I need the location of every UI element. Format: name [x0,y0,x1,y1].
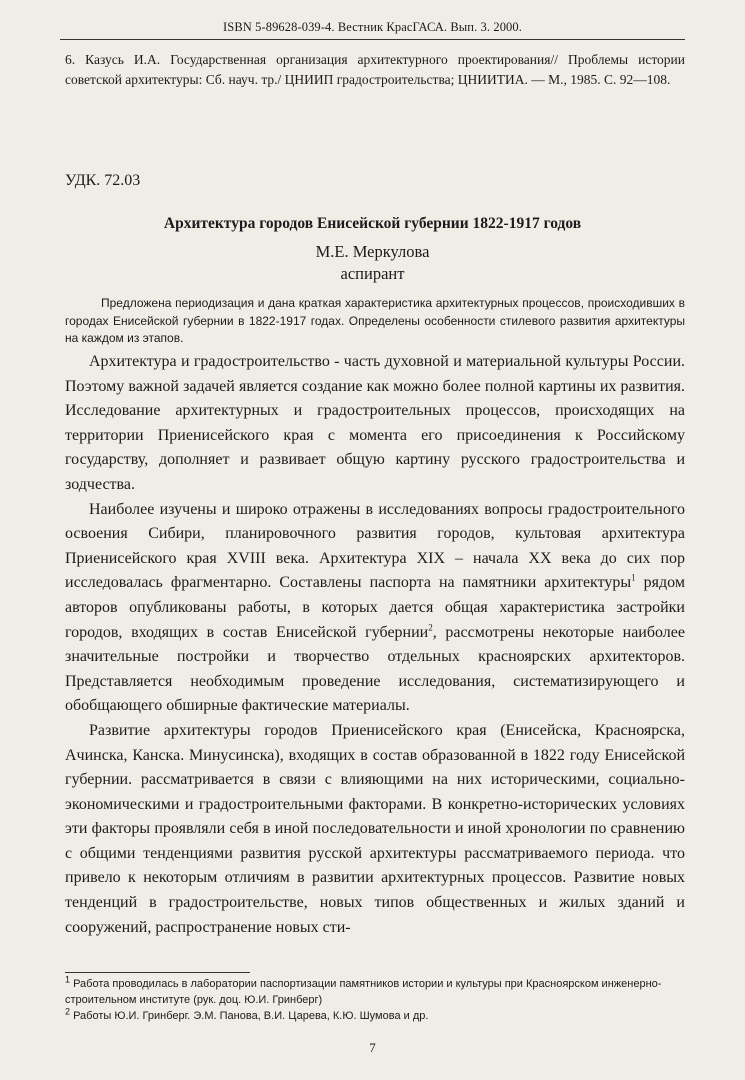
footnote-1-text: Работа проводилась в лаборатории паспортизации памятников истории и культуры при Красноярском инженерно-строительном институте (рук. доц. Ю.И. Гринберг) [65,978,662,1006]
running-head: ISBN 5-89628-039-4. Вестник КрасГАСА. Вып. 3. 2000. [223,20,522,34]
paragraph-2-part-a: Наиболее изучены и широко отражены в исследованиях вопросы градостроительного освоения Сибири, планировочного развития городов, культовая архитектура Приенисейского края XVIII века. Архитектура XIX – начала XX века до сих пор исследовалась фрагментарно. Составлены паспорта на памятники архитектуры [65,500,685,592]
footnote-ref-1: 1 [631,573,636,584]
udk-code: УДК. 72.03 [65,172,141,189]
paragraph-2-part-b: рядом авторов опубликованы работы, в которых дается общая характеристика застройки городов, входящих в состав Енисейской губернии [65,574,685,641]
article-title: Архитектура городов Енисейской губернии 1822-1917 годов [163,215,582,232]
footnote-1 [65,976,685,1008]
footnotes [65,976,685,1024]
header-rule [60,39,685,40]
body-paragraph-1: Архитектура и градостроительство - часть духовной и материальной культуры России. Поэтому важной задачей является создание как можно более полной картины их развития. Исследование архитектурных и градостроительных процессов, происходящих на территории Приенисейского края с момента его присоединения к Российскому государству, дополняет и развивает общую картину русского градостроительства и зодчества. [65,353,685,493]
body-paragraph-3: Развитие архитектуры городов Приенисейского края (Енисейска, Красноярска, Ачинска, Канска. Минусинска), входящих в состав образованной в 1822 году Енисейской губернии. рассматривается в связи с влияющими на них историческими, социально-экономическими и градостроительными факторами. В конкретно-исторических условиях эти факторы проявляли себя в иной последовательности и иной хронологии по сравнению с общими тенденциями развития русской архитектуры рассматриваемого периода. что привело к некоторым отличиям в развитии архитектурных процессов. Развитие новых тенденций в градостроительстве, новых типов общественных и жилых зданий и сооружений, распространение новых сти- [65,721,685,936]
page-number: 7 [369,1040,376,1055]
paragraph-2-part-c: , рассмотрены некоторые наиболее значительные постройки и творчество отдельных красноярских архитекторов. Представляется необходимым проведение исследования, систематизирующего и обобщающего обширные фактические материалы. [65,623,685,715]
footnote-ref-2: 2 [428,622,433,633]
body-paragraph-2 [65,498,685,719]
abstract: Предложена периодизация и дана краткая характеристика архитектурных процессов, происходивших в городах Енисейской губернии в 1822-1917 годах. Определены особенности стилевого развития архитектуры на каждом из этапов. [65,296,685,345]
footnote-2-text: Работы Ю.И. Гринберг. Э.М. Панова, В.И. Царева, К.Ю. Шумова и др. [70,1010,429,1022]
article-body [65,350,685,940]
author-block [0,241,745,285]
footnote-2-mark: 2 [65,1006,71,1017]
reference-entry: 6. Казусь И.А. Государственная организация архитектурного проектирования// Проблемы истории советской архитектуры: Сб. науч. тр./ ЦНИИП градостроительства; ЦНИИТИА. — М., 1985. С. 92—108. [65,52,685,87]
author-role: аспирант [340,264,405,283]
footnote-2 [65,1008,685,1024]
footnote-rule [65,972,250,973]
author-name: М.Е. Меркулова [315,242,430,261]
footnote-1-mark: 1 [65,974,71,985]
